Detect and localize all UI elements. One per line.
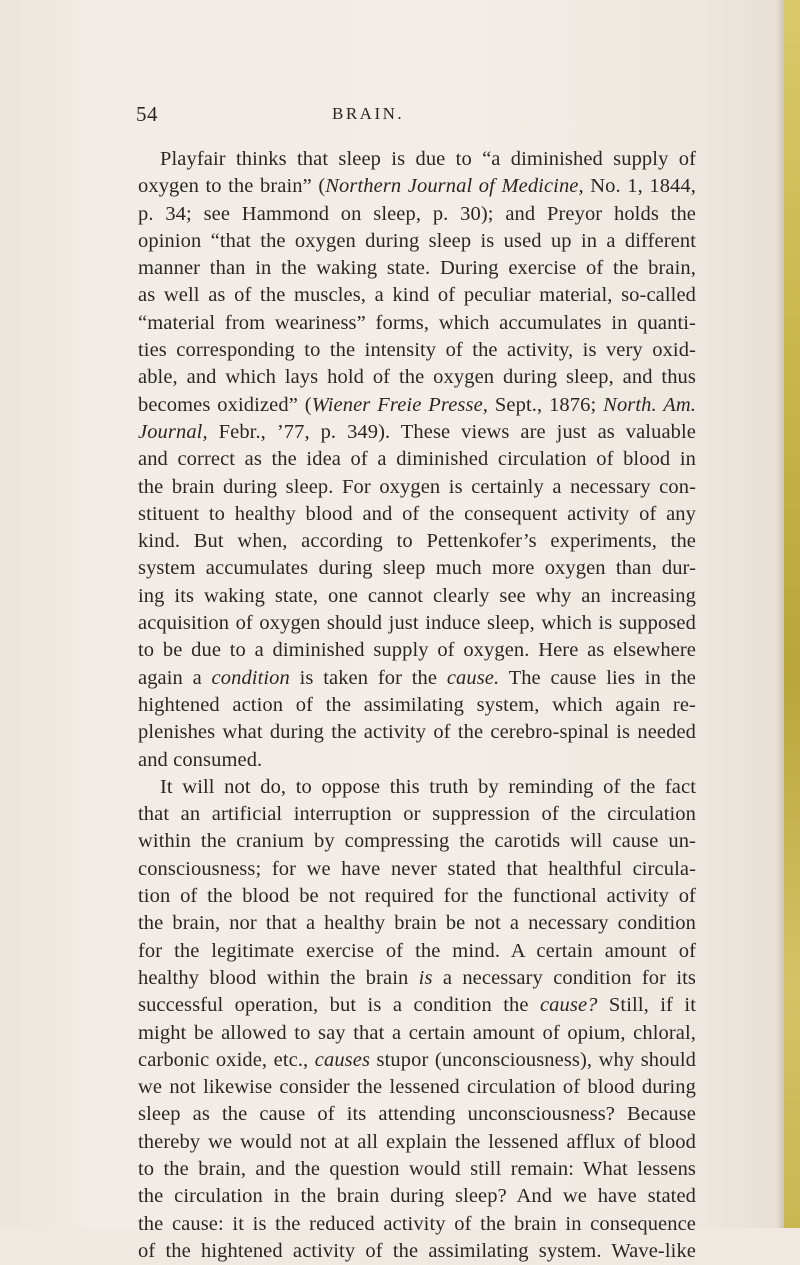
italic-text: Journal,: [138, 420, 208, 443]
text-line: [138, 801, 696, 828]
text-segment: hightened action of the assimilating system, which again re-: [138, 693, 696, 716]
text-line: [138, 1101, 696, 1128]
text-line: [138, 255, 696, 282]
text-segment: might be allowed to say that a certain amount of opium, chloral,: [138, 1021, 696, 1044]
text-line: [138, 747, 696, 774]
text-line: [138, 692, 696, 719]
text-line: [138, 1156, 696, 1183]
text-segment: and correct as the idea of a diminished circulation of blood in: [138, 448, 696, 471]
text-segment: No. 1, 1844,: [583, 175, 696, 198]
text-line: [138, 501, 696, 528]
text-line: [138, 1129, 696, 1156]
page-edge-shadow: [776, 0, 784, 1228]
text-line: [138, 965, 696, 992]
text-line: [138, 310, 696, 337]
text-line: [138, 828, 696, 855]
text-segment: thereby we would not at all explain the lessened afflux of blood: [138, 1130, 696, 1153]
text-line: [138, 856, 696, 883]
text-segment: oxygen to the brain” (: [138, 175, 326, 198]
text-line: [138, 419, 696, 446]
text-segment: the cause: it is the reduced activity of the brain in consequence: [138, 1212, 696, 1235]
text-segment: carbonic oxide, etc.,: [138, 1048, 315, 1071]
running-head: BRAIN.: [332, 104, 405, 123]
text-line: [138, 1211, 696, 1238]
text-segment: Sept., 1876;: [488, 393, 604, 416]
text-segment: again a: [138, 666, 212, 689]
text-line: [138, 528, 696, 555]
text-line: [138, 910, 696, 937]
text-segment: of the hightened activity of the assimilating system. Wave-like: [138, 1239, 696, 1262]
text-segment: system accumulates during sleep much more oxygen than dur-: [138, 557, 696, 580]
text-line: [138, 1183, 696, 1210]
text-line: [138, 719, 696, 746]
text-segment: a necessary condition for its: [432, 966, 696, 989]
text-line: [138, 637, 696, 664]
text-segment: sleep as the cause of its attending unconsciousness? Because: [138, 1103, 696, 1126]
text-segment: the circulation in the brain during sleep? And we have stated: [138, 1185, 696, 1208]
text-segment: as well as of the muscles, a kind of peculiar material, so-called: [138, 284, 696, 307]
text-segment: that an artificial interruption or suppression of the circulation: [138, 803, 696, 826]
text-line: [138, 938, 696, 965]
text-segment: we not likewise consider the lessened circulation of blood during: [138, 1076, 696, 1099]
text-segment: tion of the blood be not required for the functional activity of: [138, 885, 696, 908]
text-segment: Still, if it: [597, 994, 696, 1017]
text-segment: acquisition of oxygen should just induce sleep, which is supposed: [138, 612, 696, 635]
text-segment: Febr., ’77, p. 349). These views are just as valuable: [207, 420, 696, 443]
body-text: [138, 146, 696, 1265]
text-segment: able, and which lays hold of the oxygen during sleep, and thus: [138, 366, 696, 389]
text-line: [138, 1047, 696, 1074]
text-line: [138, 392, 696, 419]
text-line: [138, 173, 696, 200]
text-line: [138, 883, 696, 910]
text-line: [138, 774, 696, 801]
text-segment: opinion “that the oxygen during sleep is used up in a different: [138, 229, 696, 252]
text-segment: kind. But when, according to Pettenkofer’s experiments, the: [138, 530, 696, 553]
text-line: [138, 228, 696, 255]
text-line: [138, 446, 696, 473]
text-segment: to the brain, and the question would still remain: What lessens: [138, 1157, 696, 1180]
text-segment: ing its waking state, one cannot clearly see why an increasing: [138, 584, 696, 607]
text-segment: the brain, nor that a healthy brain be not a necessary condition: [138, 912, 696, 935]
text-segment: It will not do, to oppose this truth by reminding of the fact: [160, 775, 696, 798]
text-line: [138, 583, 696, 610]
text-line: [138, 364, 696, 391]
text-segment: “material from weariness” forms, which accumulates in quanti-: [138, 311, 696, 334]
italic-text: is: [418, 966, 433, 989]
text-line: [138, 1074, 696, 1101]
text-segment: p. 34; see Hammond on sleep, p. 30); and Preyor holds the: [138, 202, 696, 225]
text-line: [138, 992, 696, 1019]
text-segment: becomes oxidized” (: [138, 393, 312, 416]
text-segment: within the cranium by compressing the carotids will cause un-: [138, 830, 696, 853]
text-segment: and consumed.: [138, 748, 263, 771]
italic-text: Wiener Freie Presse,: [311, 393, 489, 416]
text-segment: ties corresponding to the intensity of the activity, is very oxid-: [138, 339, 696, 362]
text-segment: successful operation, but is a condition the: [138, 994, 540, 1017]
text-segment: Playfair thinks that sleep is due to “a diminished supply of: [160, 148, 696, 170]
text-segment: for the legitimate exercise of the mind. A certain amount of: [138, 939, 696, 962]
italic-text: Northern Journal of Medicine,: [325, 175, 584, 198]
italic-text: North. Am.: [603, 393, 697, 416]
text-segment: consciousness; for we have never stated that healthful circula-: [138, 857, 696, 880]
text-line: [138, 610, 696, 637]
italic-text: causes: [314, 1048, 371, 1071]
text-segment: plenishes what during the activity of the cerebro-spinal is needed: [138, 721, 696, 744]
text-line: [138, 665, 696, 692]
page-header: [136, 102, 696, 132]
text-line: [138, 1020, 696, 1047]
text-segment: to be due to a diminished supply of oxygen. Here as elsewhere: [138, 639, 696, 662]
page-edge-stain: [784, 0, 800, 1228]
text-segment: the brain during sleep. For oxygen is certainly a necessary con-: [138, 475, 696, 498]
text-segment: manner than in the waking state. During exercise of the brain,: [138, 257, 696, 280]
text-segment: The cause lies in the: [499, 666, 697, 689]
italic-text: cause?: [539, 994, 598, 1017]
text-line: [138, 1238, 696, 1265]
text-segment: stupor (unconsciousness), why should: [370, 1048, 696, 1071]
page-number: 54: [136, 102, 158, 126]
text-line: [138, 146, 696, 173]
text-segment: stituent to healthy blood and of the consequent activity of any: [138, 502, 696, 525]
text-line: [138, 282, 696, 309]
text-line: [138, 555, 696, 582]
italic-text: condition: [211, 666, 290, 689]
text-segment: is taken for the: [289, 666, 447, 689]
text-line: [138, 474, 696, 501]
text-line: [138, 337, 696, 364]
text-segment: healthy blood within the brain: [138, 966, 419, 989]
text-line: [138, 201, 696, 228]
italic-text: cause.: [446, 666, 500, 689]
